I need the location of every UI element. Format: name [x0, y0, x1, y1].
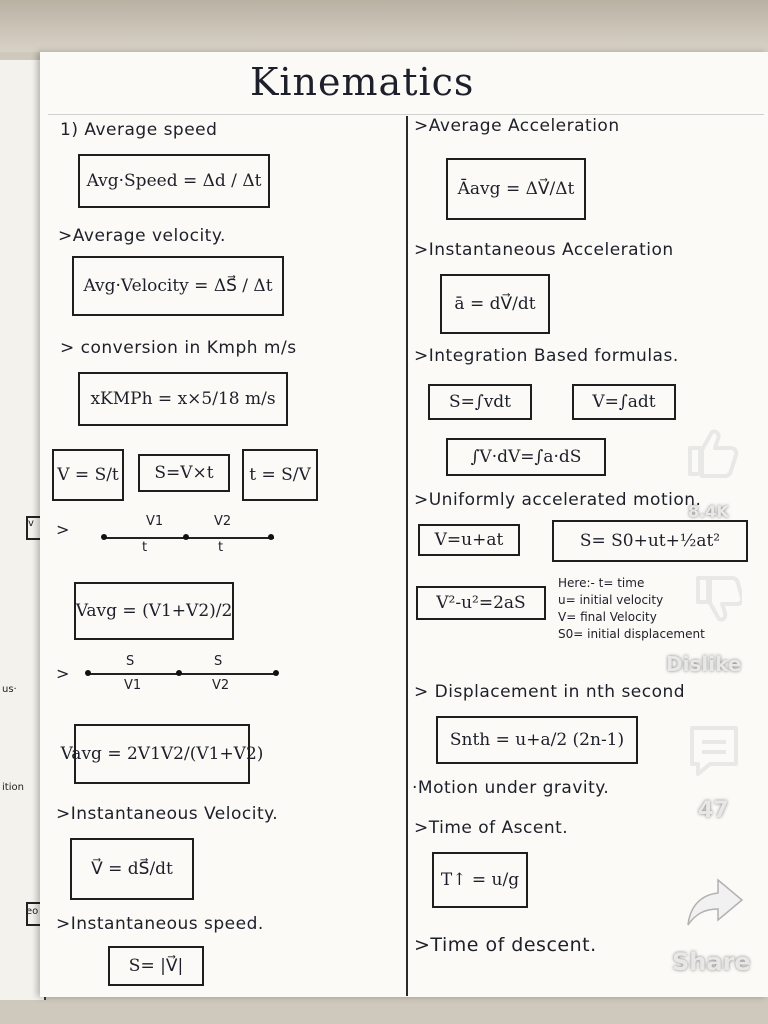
formula-v-eq-s-over-t: V = S/t — [52, 449, 124, 501]
formula-displacement-nth-second: Snth = u+a/2 (2n-1) — [436, 716, 638, 764]
formula-instantaneous-speed: S= |V⃗| — [108, 946, 204, 986]
formula-v-eq-u-plus-at: V=u+at — [418, 524, 520, 556]
heading-time-of-ascent: >Time of Ascent. — [414, 818, 569, 838]
formula-integral-s: S=∫vdt — [428, 384, 532, 420]
strip-fragment: eo — [26, 906, 39, 917]
comments-button[interactable] — [686, 722, 742, 782]
heading-time-of-descent: >Time of descent. — [414, 934, 597, 956]
formula-displacement-equation: S= S0+ut+½at² — [552, 520, 748, 562]
column-divider — [406, 116, 408, 996]
formula-integral-vdv: ∫V·dV=∫a·dS — [446, 438, 606, 476]
heading-instantaneous-speed: >Instantaneous speed. — [56, 914, 264, 934]
strip-fragment: ition — [2, 782, 24, 793]
comment-count: 47 — [698, 798, 729, 823]
page-title: Kinematics — [250, 60, 475, 104]
formula-conversion: xKMPh = x×5/18 m/s — [78, 372, 288, 426]
segment-2-label: S — [214, 654, 223, 669]
like-button[interactable] — [684, 426, 740, 482]
segment-1-point — [183, 534, 189, 540]
strip-fragment: us· — [2, 684, 17, 695]
dislike-label: Dislike — [666, 652, 742, 676]
share-label[interactable]: Share — [672, 948, 751, 976]
segment-1-label: t — [218, 540, 224, 555]
segment-2-label: S — [126, 654, 135, 669]
formula-average-velocity: Avg·Velocity = ΔS⃗ / Δt — [72, 256, 284, 316]
formula-instantaneous-velocity: V⃗ = dS⃗/dt — [70, 838, 194, 900]
formula-s-eq-vt: S=V×t — [138, 454, 230, 492]
heading-conversion: > conversion in Kmph m/s — [60, 338, 297, 358]
strip-fragment: v — [28, 518, 34, 529]
share-button[interactable] — [684, 874, 746, 934]
note-line: V= final Velocity — [558, 610, 657, 624]
share-arrow-icon — [684, 874, 746, 930]
like-count: 8.4K — [688, 502, 729, 521]
heading-motion-under-gravity: ·Motion under gravity. — [412, 778, 610, 798]
segment-1-line — [104, 537, 274, 539]
segment-1-point — [268, 534, 274, 540]
formula-average-acceleration: Āavg = ΔV⃗/Δt — [446, 158, 586, 220]
segment-2-line — [88, 673, 278, 675]
formula-average-speed: Avg·Speed = Δd / Δt — [78, 154, 270, 208]
formula-third-equation: V²-u²=2aS — [416, 586, 546, 620]
segment-1-marker: > — [56, 520, 70, 539]
segment-2-point — [85, 670, 91, 676]
notes-definitions — [558, 575, 705, 643]
note-line: Here:- t= time — [558, 576, 645, 590]
segment-2-marker: > — [56, 664, 70, 683]
segment-1-label: t — [142, 540, 148, 555]
formula-vavg-time: Vavg = (V1+V2)/2 — [74, 582, 234, 640]
formula-time-of-ascent: T↑ = u/g — [432, 852, 528, 908]
page-top-background — [0, 0, 768, 52]
segment-1-label: V1 — [146, 514, 164, 529]
header-rule — [48, 114, 764, 115]
heading-uniform-acceleration: >Uniformly accelerated motion. — [414, 490, 702, 510]
heading-average-velocity: >Average velocity. — [58, 226, 226, 246]
formula-integral-v: V=∫adt — [572, 384, 676, 420]
heading-average-acceleration: >Average Acceleration — [414, 116, 620, 136]
heading-instantaneous-acceleration: >Instantaneous Acceleration — [414, 240, 674, 260]
formula-vavg-distance: Vavg = 2V1V2/(V1+V2) — [74, 724, 250, 784]
segment-1-label: V2 — [214, 514, 232, 529]
formula-instantaneous-acceleration: ā = dV⃗/dt — [440, 274, 550, 334]
segment-2-label: V1 — [124, 678, 142, 693]
segment-2-point — [273, 670, 279, 676]
segment-2-label: V2 — [212, 678, 230, 693]
heading-integration-formulas: >Integration Based formulas. — [414, 346, 679, 366]
thumbs-up-icon — [684, 426, 740, 478]
segment-1-point — [101, 534, 107, 540]
note-line: u= initial velocity — [558, 593, 664, 607]
dislike-button[interactable] — [692, 574, 742, 626]
formula-t-eq-s-over-v: t = S/V — [242, 449, 318, 501]
thumbs-down-icon — [692, 574, 742, 622]
heading-displacement-nth-second: > Displacement in nth second — [414, 682, 686, 702]
heading-instantaneous-velocity: >Instantaneous Velocity. — [56, 804, 279, 824]
note-line: S0= initial displacement — [558, 627, 705, 641]
heading-average-speed: 1) Average speed — [60, 120, 218, 140]
comment-icon — [686, 722, 742, 778]
segment-2-point — [176, 670, 182, 676]
